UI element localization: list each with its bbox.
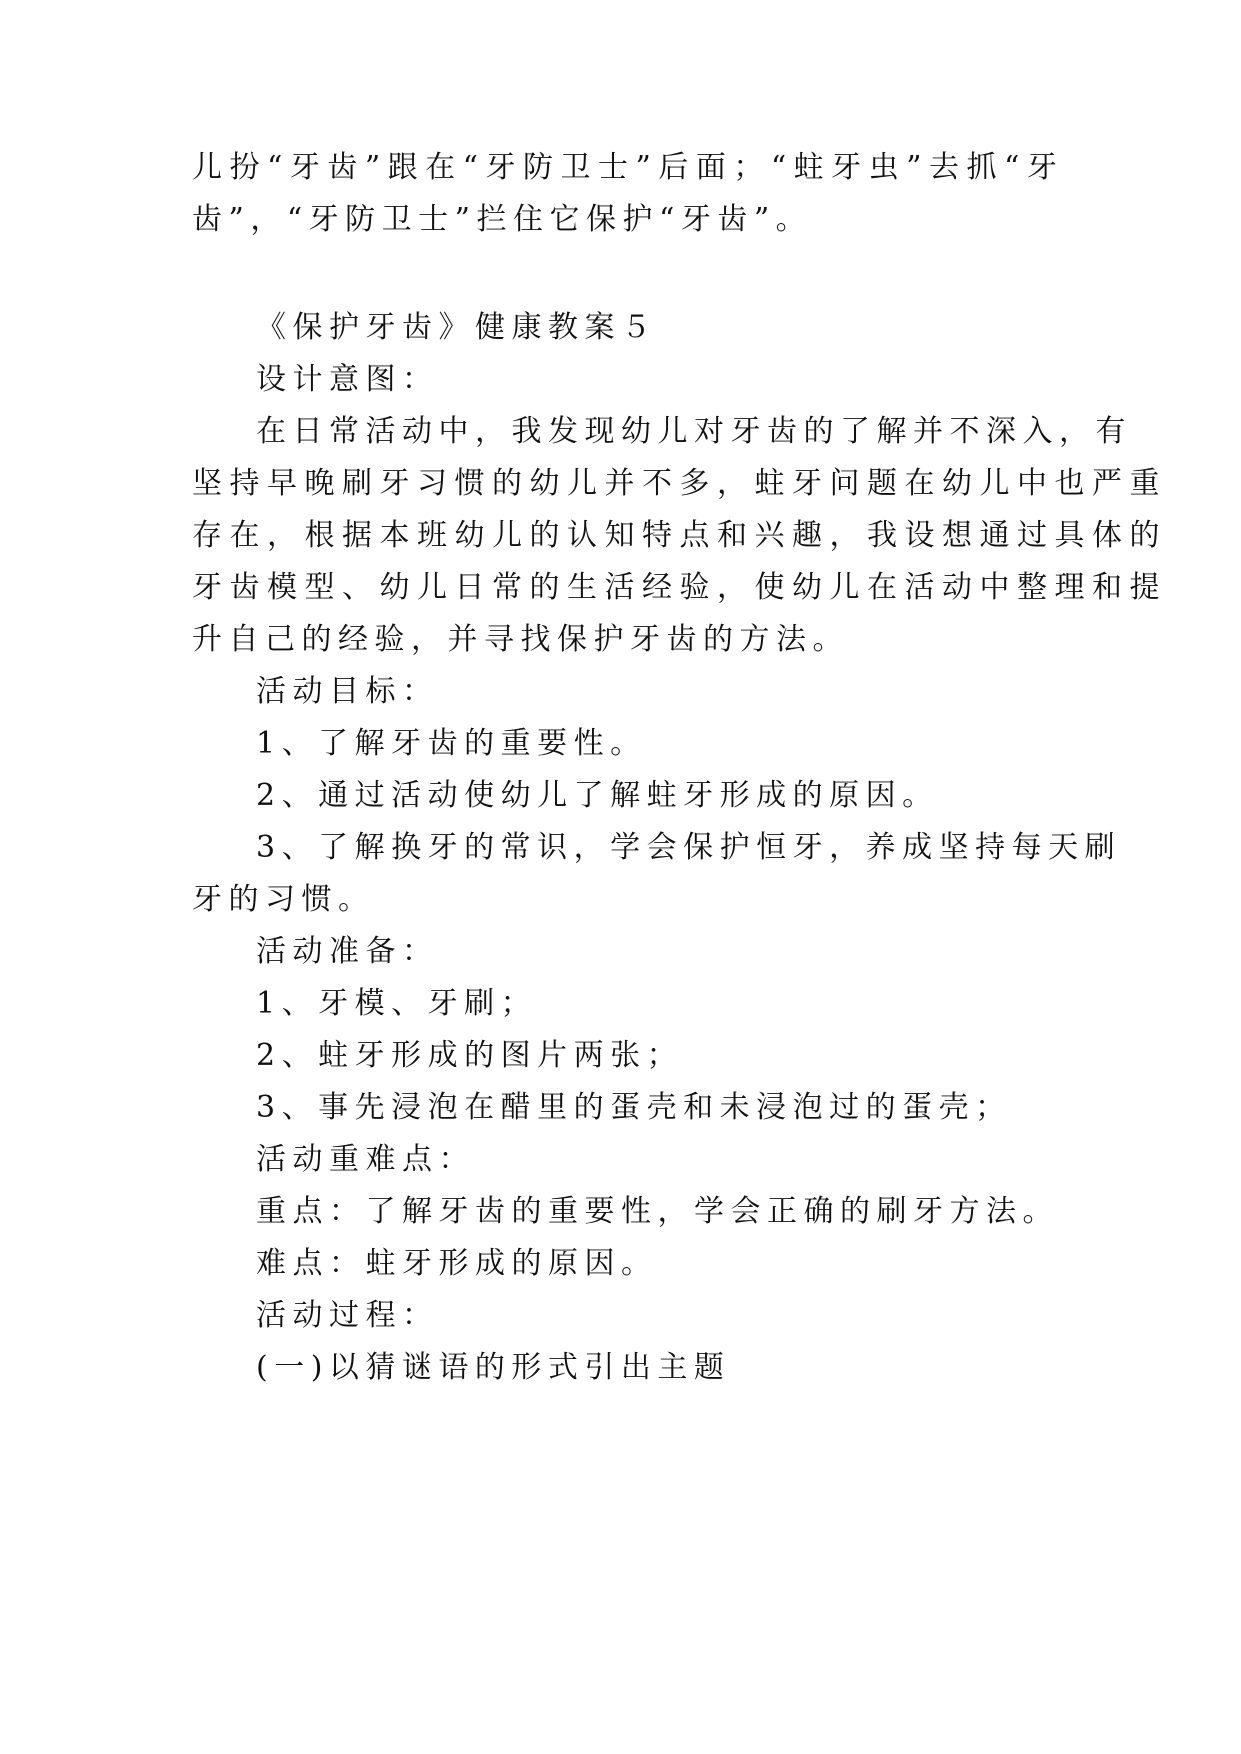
- paragraph-line: 齿”，“牙防卫士”拦住它保护“牙齿”。: [192, 202, 813, 237]
- list-item: 2、通过活动使幼儿了解蛀牙形成的原因。: [256, 778, 939, 813]
- list-item: 3、事先浸泡在醋里的蛋壳和未浸泡过的蛋壳；: [256, 1090, 1012, 1125]
- list-item: 2、蛀牙形成的图片两张；: [256, 1038, 684, 1073]
- list-item: 1、牙模、牙刷；: [256, 986, 538, 1021]
- section-heading: 活动重难点：: [256, 1142, 475, 1177]
- section-title: 《保护牙齿》健康教案５: [256, 310, 658, 345]
- section-heading: 设计意图：: [256, 362, 439, 397]
- list-item: 3、了解换牙的常识，学会保护恒牙，养成坚持每天刷: [256, 830, 1122, 865]
- paragraph-line: 在日常活动中，我发现幼儿对牙齿的了解并不深入，有: [256, 414, 1132, 449]
- paragraph-line: 升自己的经验，并寻找保护牙齿的方法。: [192, 622, 849, 657]
- paragraph-line: 坚持早晚刷牙习惯的幼儿并不多，蛀牙问题在幼儿中也严重: [192, 466, 1167, 501]
- paragraph-line: 存在，根据本班幼儿的认知特点和兴趣，我设想通过具体的: [192, 518, 1167, 553]
- paragraph-line: 儿扮“牙齿”跟在“牙防卫士”后面；“蛀牙虫”去抓“牙: [192, 150, 1065, 185]
- paragraph-line: 牙齿模型、幼儿日常的生活经验，使幼儿在活动中整理和提: [192, 570, 1167, 605]
- paragraph-line: 牙的习惯。: [192, 882, 375, 917]
- section-heading: 活动准备：: [256, 934, 439, 969]
- list-item: 1、了解牙齿的重要性。: [256, 726, 647, 761]
- section-heading: 活动过程：: [256, 1298, 439, 1333]
- subsection-heading: (一)以猜谜语的形式引出主题: [256, 1350, 731, 1385]
- section-heading: 活动目标：: [256, 674, 439, 709]
- paragraph-line: 重点：了解牙齿的重要性，学会正确的刷牙方法。: [256, 1194, 1059, 1229]
- paragraph-line: 难点：蛀牙形成的原因。: [256, 1246, 658, 1281]
